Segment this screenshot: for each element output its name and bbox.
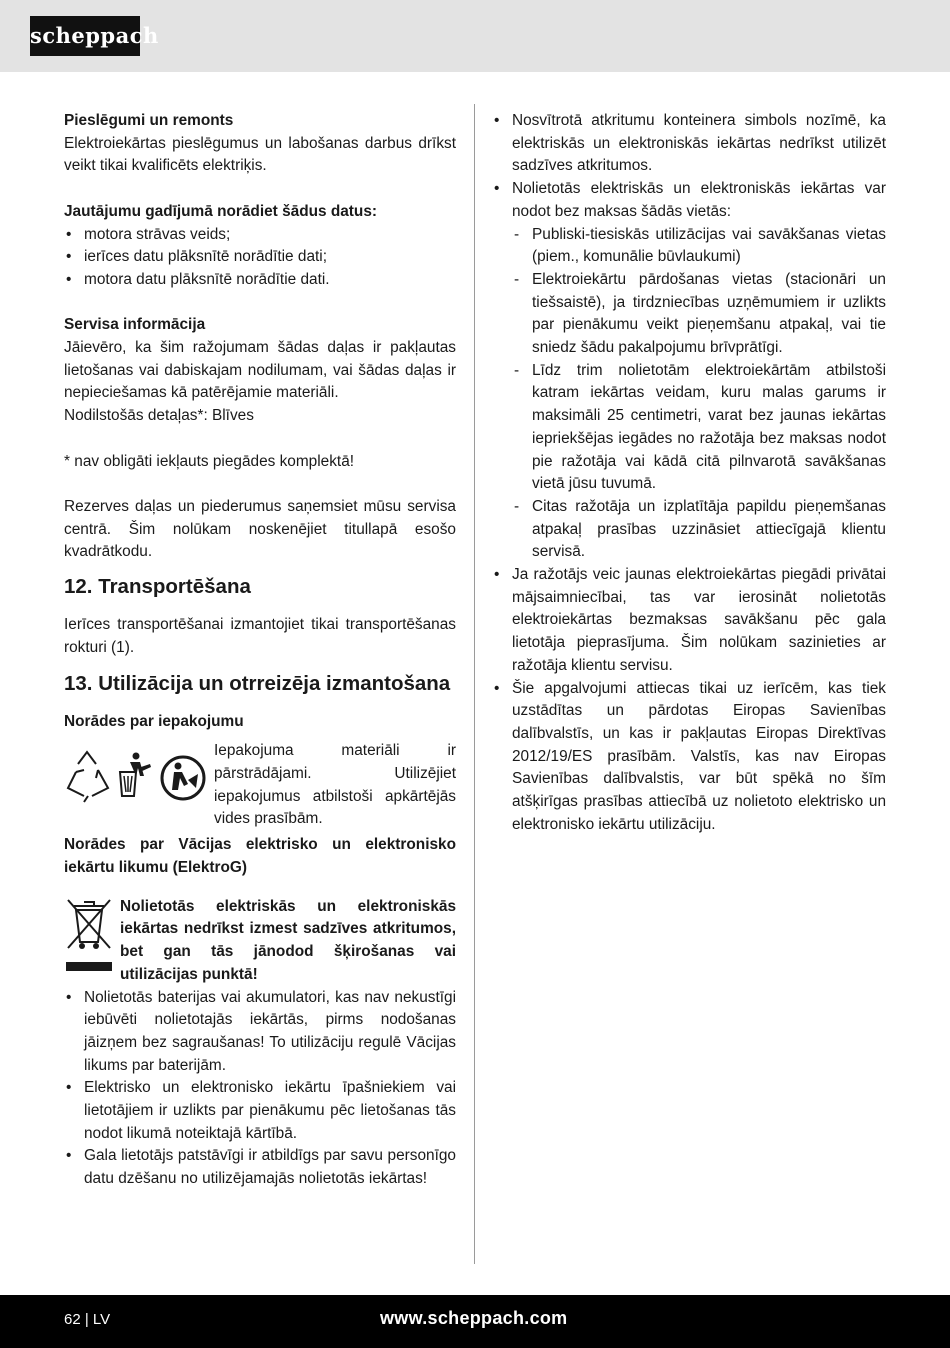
sub-list-item: - Publiski-tiesiskās utilizācijas vai savākšanas vietas (piem., komunālie būvlaukumi) xyxy=(512,224,886,269)
list-item: • motora strāvas veids; xyxy=(64,224,456,247)
transport-text: Ierīces transportēšanai izmantojiet tikai transportēšanas rokturi (1). xyxy=(64,616,456,656)
left-column xyxy=(64,110,456,1191)
section-13-title: 13. Utilizācija un otrreizēja izmantošana xyxy=(64,672,451,696)
list-item: • motora datu plāksnītē norādītie dati. xyxy=(64,269,456,292)
sub-list-item: - Elektroiekārtu pārdošanas vietas (stacionāri un tiešsaistē), ja tirdzniecības uzņēmumiem ir uzlikts par pienākumu veikt pieņemšanu atpakaļ, vai tie sniedz šādu pakalpojumu brīvprātīgi. xyxy=(512,269,886,360)
sub-list-item: - Citas ražotāja un izplatītāja papildu pieņemšanas atpakaļ prasības uzzināsiet attiecīgajā klientu servisā. xyxy=(512,496,886,564)
disposal-list xyxy=(64,987,456,1191)
inquiry-heading: Jautājumu gadījumā norādiet šādus datus: xyxy=(64,202,377,220)
weee-block xyxy=(64,896,456,987)
delivery-note: * nav obligāti iekļauts piegādes komplektā! xyxy=(64,452,355,470)
weee-warning: Nolietotās elektriskās un elektroniskās iekārtas nedrīkst izmest sadzīves atkritumos, bet gan tās jānodod šķirošanas vai utilizācijas punktā! xyxy=(120,897,456,983)
elektrog-heading: Norādes par Vācijas elektrisko un elektronisko iekārtu likumu (ElektroG) xyxy=(64,836,456,876)
packaging-text: Iepakojuma materiāli ir pārstrādājami. Utilizējiet iepakojumus atbilstoši apkārtējās vides prasībām. xyxy=(214,742,456,828)
list-item: • ierīces datu plāksnītē norādītie dati; xyxy=(64,246,456,269)
list-item: • Nolietotās baterijas vai akumulatori, kas nav nekustīgi iebūvēti nolietotajās iekārtās, pirms nodošanas jāizņem bez sagraušanas! To utilizāciju regulē Vācijas likums par baterijām. xyxy=(64,987,456,1078)
list-item xyxy=(492,178,886,564)
scheppach-logo: scheppach xyxy=(30,16,140,56)
crossed-bin-icon xyxy=(64,896,114,976)
list-item: • Gala lietotājs patstāvīgi ir atbildīgs par savu personīgo datu dzēšanu no utilizējamajās nolietotās iekārtas! xyxy=(64,1145,456,1190)
page-number: 62 | LV xyxy=(64,1311,111,1328)
recycling-icons xyxy=(64,750,210,806)
wear-parts-text: Nodilstošās detaļas*: Blīves xyxy=(64,407,254,425)
list-item: • Šie apgalvojumi attiecas tikai uz ierīcēm, kas tiek uzstādītas un pārdotas Eiropas Savienības dalībvalstīs, un kas ir pakļautas Eiropas Direktīvas 2012/19/ES prasībām. Valstīs, kas nav Eiropas Savienības dalībvalstis, var būt spēkā no šīm atšķirīgas prasības attiecībā uz nolietoto elektrisko un elektronisko iekārtu utilizāciju. xyxy=(492,678,886,837)
inquiry-list xyxy=(64,224,456,292)
column-divider xyxy=(474,104,475,1264)
packaging-block xyxy=(64,740,456,834)
section-12-title: 12. Transportēšana xyxy=(64,575,251,598)
spare-parts-text: Rezerves daļas un piederumus saņemsiet mūsu servisa centrā. Šim nolūkam noskenējiet titullapā esošo kvadrātkodu. xyxy=(64,497,456,561)
list-item: • Elektrisko un elektronisko iekārtu īpašniekiem vai lietotājiem ir uzlikts par pienākumu pēc lietošanas tās nodot likumā noteiktajā kārtībā. xyxy=(64,1077,456,1145)
list-item: • Nosvītrotā atkritumu konteinera simbols nozīmē, ka elektriskās un elektroniskās iekārtas nedrīkst utilizēt sadzīves atkritumos. xyxy=(492,110,886,178)
website-link[interactable]: www.scheppach.com xyxy=(380,1308,568,1328)
top-bar xyxy=(0,0,950,72)
packaging-heading: Norādes par iepakojumu xyxy=(64,713,244,731)
footer-bar xyxy=(0,1295,950,1348)
recycle-icon xyxy=(68,752,108,802)
person-bin-icon xyxy=(120,753,151,797)
connections-text: Elektroiekārtas pieslēgumus un labošanas darbus drīkst veikt tikai kvalificēts elektriķis. xyxy=(64,134,456,175)
list-item-text: Nolietotās elektriskās un elektroniskās iekārtas var nodot bez maksas šādās vietās: xyxy=(512,180,886,220)
sub-list-item: - Līdz trim nolietotām elektroiekārtām atbilstoši katram iekārtas veidam, kuru malas garums ir maksimāli 25 centimetri, varat bez jaunas iekārtas iepriekšējas iegādes no ražotāja bez maksas nodot pie ražotāja vai kādā citā pilnvarotā savākšanas vietā jūsu tuvumā. xyxy=(512,360,886,496)
collection-points-list xyxy=(512,224,886,565)
service-text: Jāievēro, ka šim ražojumam šādas daļas ir pakļautas lietošanas vai dabiskajam nodilumam, vai šādas daļas ir nepieciešamas kā patērējamie materiāli. xyxy=(64,339,456,402)
right-column xyxy=(492,110,886,837)
disposal-info-list xyxy=(492,110,886,837)
service-heading: Servisa informācija xyxy=(64,316,206,334)
recycling-person-icon xyxy=(162,757,204,799)
connections-heading: Pieslēgumi un remonts xyxy=(64,112,234,129)
list-item: • Ja ražotājs veic jaunas elektroiekārtas piegādi privātai mājsaimniecībai, tas var ierosināt nolietotās elektroiekārtas bezmaksas savākšanu pēc gala lietotāja pieprasījuma. Šim nolūkam sazinieties ar ražotāja klientu servisu. xyxy=(492,564,886,678)
